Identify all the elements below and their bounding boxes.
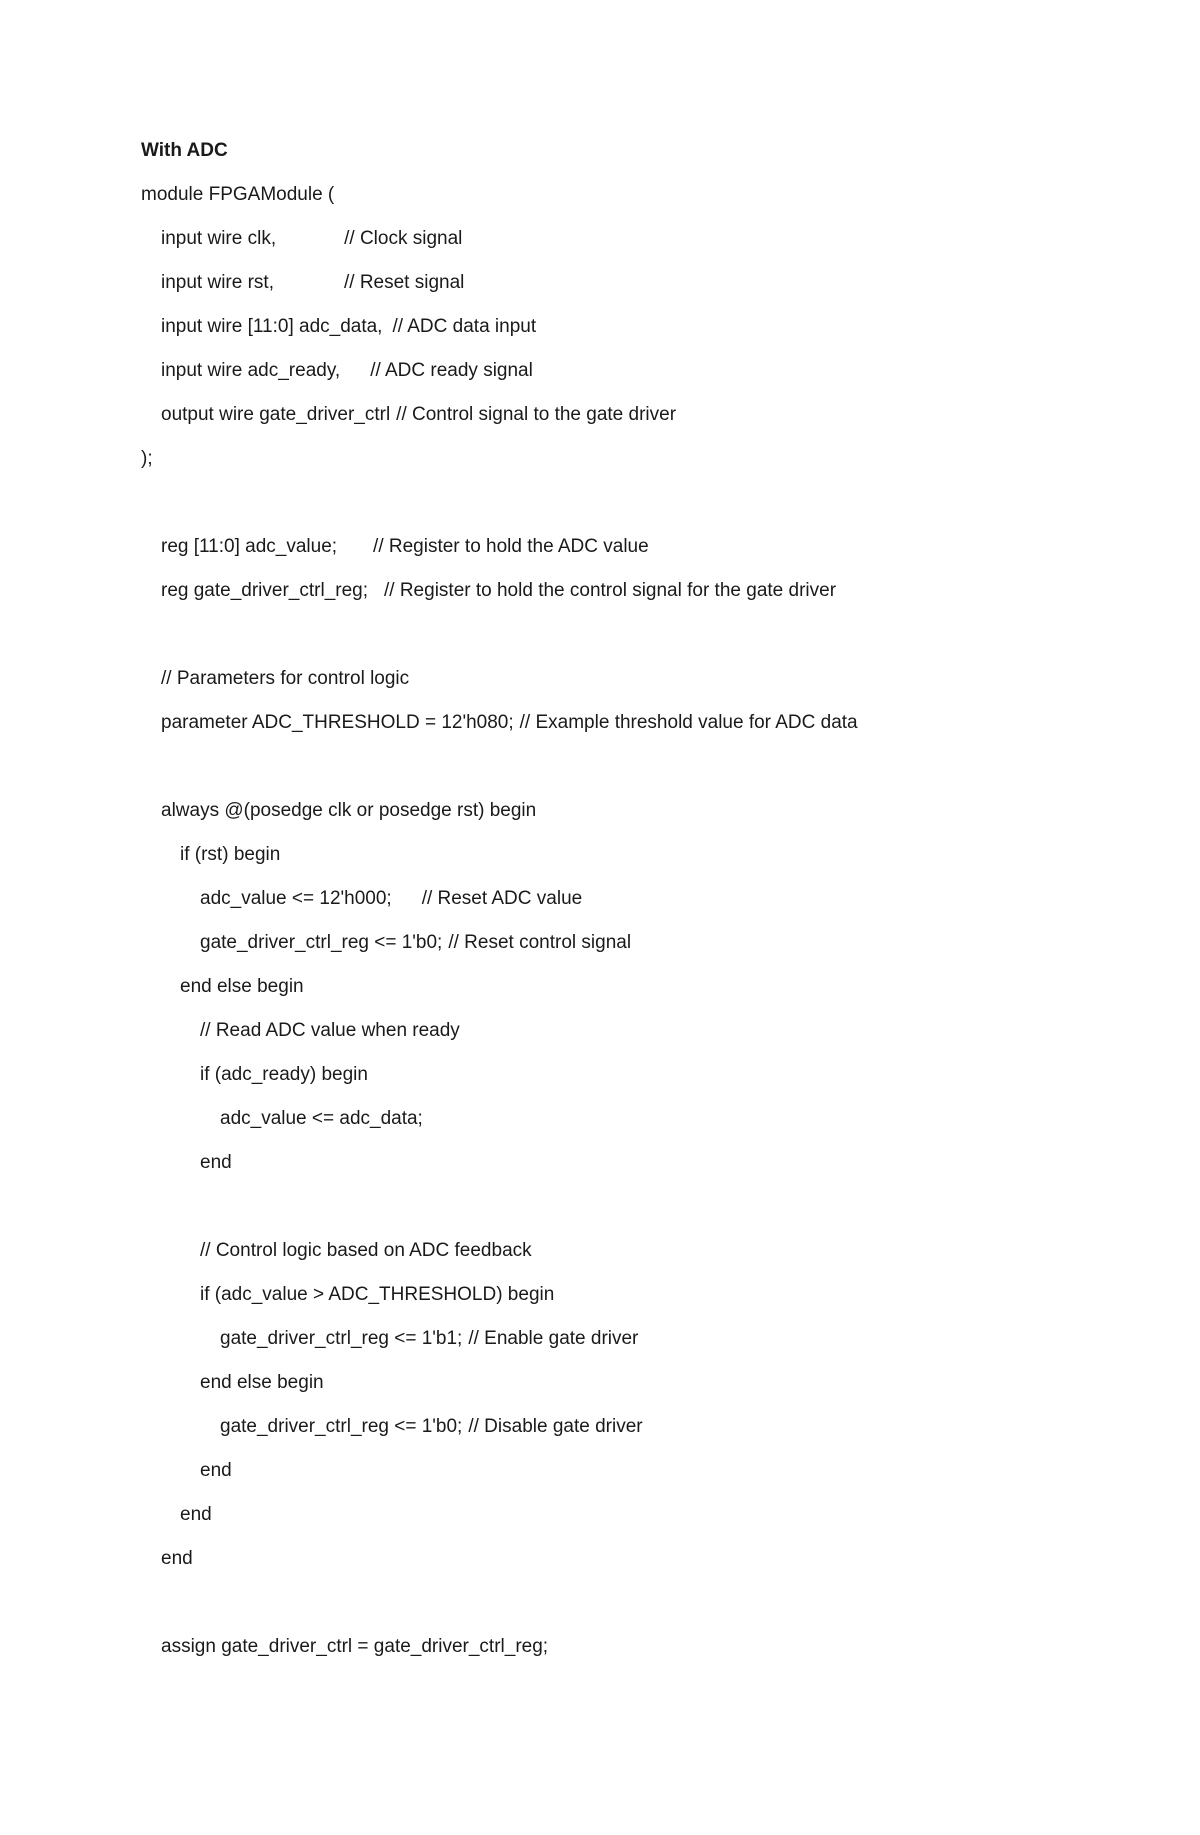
code-text: reg gate_driver_ctrl_reg;: [161, 580, 368, 601]
code-line-end-else-begin-inner: [141, 1371, 1141, 1395]
code-line-assign-output: [141, 1635, 1141, 1659]
code-comment: // ADC data input: [392, 316, 537, 337]
code-comment: // Reset ADC value: [421, 888, 583, 909]
code-comment: // Clock signal: [344, 228, 463, 249]
code-line-input-adc-data: [141, 315, 1141, 339]
blank-line: [141, 491, 1141, 515]
code-text: );: [141, 448, 153, 469]
code-text: if (adc_ready) begin: [200, 1064, 368, 1085]
code-line-read-comment: [141, 1019, 1141, 1043]
code-text: if (rst) begin: [180, 844, 281, 865]
code-text: end: [200, 1152, 232, 1173]
code-line-end-always: [141, 1547, 1141, 1571]
code-text: gate_driver_ctrl_reg <= 1'b0;: [220, 1416, 463, 1437]
code-text: gate_driver_ctrl_reg <= 1'b1;: [220, 1328, 463, 1349]
blank-line: [141, 755, 1141, 779]
code-line-reset-gate: [141, 931, 1141, 955]
code-line-reset-adc: [141, 887, 1141, 911]
code-line-parameter: [141, 711, 1141, 735]
code-text: reg [11:0] adc_value;: [161, 536, 338, 557]
code-text: if (adc_value > ADC_THRESHOLD) begin: [200, 1284, 555, 1305]
code-line-end-else-begin: [141, 975, 1141, 999]
code-line-if-adc-ready: [141, 1063, 1141, 1087]
code-comment: // Reset control signal: [448, 932, 632, 953]
code-text: end: [200, 1460, 232, 1481]
code-line-module-decl: [141, 183, 1141, 207]
code-line-output-gate-driver: [141, 403, 1141, 427]
code-line-assign-adc-value: [141, 1107, 1141, 1131]
code-text: end else begin: [180, 976, 304, 997]
blank-line: [141, 623, 1141, 647]
code-line-end-inner: [141, 1459, 1141, 1483]
code-comment: // Register to hold the ADC value: [373, 536, 649, 557]
code-comment: // Disable gate driver: [468, 1416, 643, 1437]
code-line-close-ports: [141, 447, 1141, 471]
code-line-params-comment: [141, 667, 1141, 691]
code-line-input-adc-ready: [141, 359, 1141, 383]
code-line-control-comment: [141, 1239, 1141, 1263]
blank-line: [141, 1591, 1141, 1615]
code-text: gate_driver_ctrl_reg <= 1'b0;: [200, 932, 443, 953]
code-line-if-rst: [141, 843, 1141, 867]
code-text: input wire clk,: [161, 228, 277, 249]
code-text: input wire adc_ready,: [161, 360, 341, 381]
code-comment: // Reset signal: [343, 272, 465, 293]
code-text: input wire [11:0] adc_data,: [161, 316, 383, 337]
code-comment: // Control signal to the gate driver: [396, 404, 677, 425]
code-comment: // Read ADC value when ready: [200, 1020, 460, 1041]
code-text: parameter ADC_THRESHOLD = 12'h080;: [161, 712, 514, 733]
code-comment: // Register to hold the control signal for the gate driver: [384, 580, 837, 601]
document-heading: With ADC: [141, 140, 228, 161]
code-text: adc_value <= 12'h000;: [200, 888, 392, 909]
code-line-input-clk: [141, 227, 1141, 251]
code-line-if-threshold: [141, 1283, 1141, 1307]
code-line-input-rst: [141, 271, 1141, 295]
code-comment: // ADC ready signal: [370, 360, 533, 381]
code-text: assign gate_driver_ctrl = gate_driver_ctrl_reg;: [161, 1636, 549, 1657]
document-body: [141, 139, 1141, 1659]
code-line-enable-gate: [141, 1327, 1141, 1351]
code-line-disable-gate: [141, 1415, 1141, 1439]
code-text: input wire rst,: [161, 272, 274, 293]
code-line-reg-gate-driver: [141, 579, 1141, 603]
code-line-reg-adc-value: [141, 535, 1141, 559]
code-text: end else begin: [200, 1372, 324, 1393]
code-text: end: [180, 1504, 212, 1525]
code-text: end: [161, 1548, 193, 1569]
code-text: output wire gate_driver_ctrl: [161, 404, 391, 425]
code-text: module FPGAModule (: [141, 184, 335, 205]
code-comment: // Enable gate driver: [468, 1328, 639, 1349]
code-line-end-else: [141, 1503, 1141, 1527]
code-line-end: [141, 1151, 1141, 1175]
blank-line: [141, 1195, 1141, 1219]
code-line-always: [141, 799, 1141, 823]
code-comment: // Control logic based on ADC feedback: [200, 1240, 532, 1261]
code-text: adc_value <= adc_data;: [220, 1108, 423, 1129]
code-comment: // Parameters for control logic: [161, 668, 410, 689]
code-comment: // Example threshold value for ADC data: [519, 712, 858, 733]
code-text: always @(posedge clk or posedge rst) begin: [161, 800, 537, 821]
